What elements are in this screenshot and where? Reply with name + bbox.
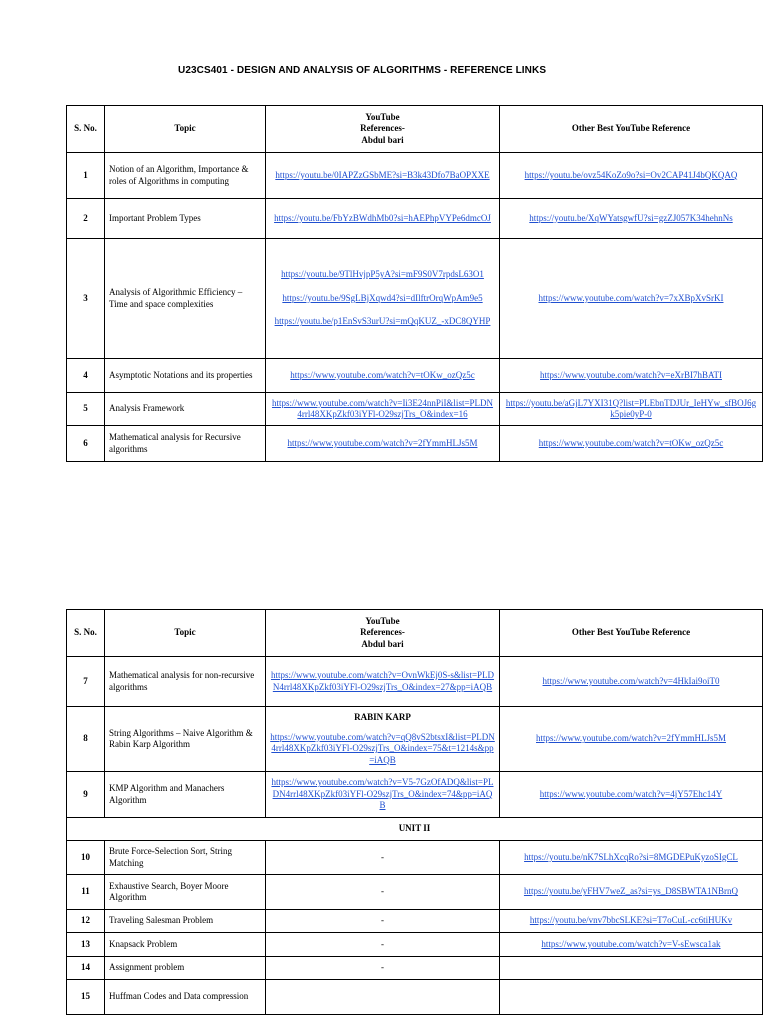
header-yt-line1: YouTube bbox=[365, 111, 400, 122]
row-topic: Important Problem Types bbox=[105, 199, 266, 239]
table-row bbox=[67, 957, 763, 980]
row-topic: Asymptotic Notations and its properties bbox=[105, 359, 266, 393]
other-link[interactable]: https://youtu.be/ovz54KoZo9o?si=Ov2CAP41J4bQKQAQ bbox=[524, 169, 738, 180]
row-other-cell bbox=[500, 657, 763, 707]
row-other-cell bbox=[500, 933, 763, 957]
row-yt-cell bbox=[266, 426, 500, 462]
youtube-link[interactable]: https://www.youtube.com/watch?v=OvnWkEj0S-s&list=PLDN4rrl48XKpZkf03iYFl-O29szjTrs_O&index=27&pp=iAQB bbox=[270, 670, 495, 692]
row-sno: 10 bbox=[67, 841, 105, 875]
row-sno: 5 bbox=[67, 393, 105, 426]
youtube-link[interactable]: https://youtu.be/9SgLBjXqwd4?si=dIlftrOrqWpAm9e5 bbox=[282, 292, 483, 303]
youtube-link[interactable]: https://www.youtube.com/watch?v=Ii3E24nnPiI&list=PLDN4rrl48XKpZkf03iYFl-O29szjTrs_O&index=16 bbox=[271, 397, 494, 419]
row-other-cell bbox=[500, 393, 763, 426]
row-sno: 14 bbox=[67, 957, 105, 980]
youtube-link[interactable]: https://www.youtube.com/watch?v=tOKw_ozQz5c bbox=[290, 369, 475, 380]
row-other-cell bbox=[500, 359, 763, 393]
row-yt-cell bbox=[266, 980, 500, 1015]
row-other-cell bbox=[500, 707, 763, 772]
youtube-link[interactable]: https://youtu.be/FbYzBWdhMb0?si=hAEPhpVYPe6dmcOJ bbox=[274, 212, 491, 223]
row-topic: Traveling Salesman Problem bbox=[105, 910, 266, 933]
header-sno: S. No. bbox=[67, 106, 105, 153]
row-yt-cell bbox=[266, 153, 500, 199]
table-header-row bbox=[67, 106, 763, 153]
row-other-cell bbox=[500, 910, 763, 933]
header-other-references: Other Best YouTube Reference bbox=[500, 106, 763, 153]
row-topic: KMP Algorithm and Manachers Algorithm bbox=[105, 772, 266, 818]
header-yt-line2: References- bbox=[360, 627, 405, 638]
reference-table-2 bbox=[66, 609, 763, 1015]
header-yt-line3: Abdul bari bbox=[361, 638, 404, 649]
youtube-link[interactable]: https://www.youtube.com/watch?v=2fYmmHLJs5M bbox=[287, 437, 478, 448]
table-row bbox=[67, 980, 763, 1015]
row-sno: 9 bbox=[67, 772, 105, 818]
row-yt-cell: - bbox=[266, 910, 500, 933]
header-yt-line2: References- bbox=[360, 123, 405, 134]
reference-table-1 bbox=[66, 105, 763, 462]
other-link[interactable]: https://www.youtube.com/watch?v=7xXBpXvSrKI bbox=[538, 292, 724, 303]
row-sno: 13 bbox=[67, 933, 105, 957]
other-link[interactable]: https://youtu.be/aGjL7YXI31Q?list=PLEbnTDJUr_IeHYw_sfBOJ6gk5pie0yP-0 bbox=[505, 397, 757, 419]
row-yt-cell bbox=[266, 199, 500, 239]
table-row bbox=[67, 910, 763, 933]
row-other-cell bbox=[500, 199, 763, 239]
row-sno: 2 bbox=[67, 199, 105, 239]
table-row bbox=[67, 426, 763, 462]
youtube-link[interactable]: https://youtu.be/0IAPZzGSbME?si=B3k43Dfo7BaOPXXE bbox=[275, 169, 490, 180]
table-row bbox=[67, 772, 763, 818]
row-sno: 4 bbox=[67, 359, 105, 393]
row-sno: 11 bbox=[67, 875, 105, 910]
header-youtube-references bbox=[266, 610, 500, 657]
youtube-link[interactable]: https://www.youtube.com/watch?v=qQ8vS2btsxI&list=PLDN4rrl48XKpZkf03iYFl-O29szjTrs_O&index=75&t=1214s&pp=iAQB bbox=[270, 731, 495, 765]
other-link[interactable]: https://youtu.be/nK7SLhXcqRo?si=8MGDEPuKyzoSIgCL bbox=[524, 851, 738, 862]
row-sno: 7 bbox=[67, 657, 105, 707]
header-topic: Topic bbox=[105, 106, 266, 153]
row-other-cell bbox=[500, 875, 763, 910]
table-row bbox=[67, 199, 763, 239]
row-sno: 12 bbox=[67, 910, 105, 933]
row-yt-cell bbox=[266, 393, 500, 426]
row-topic: Analysis Framework bbox=[105, 393, 266, 426]
row-topic: Knapsack Problem bbox=[105, 933, 266, 957]
row-sno: 1 bbox=[67, 153, 105, 199]
header-yt-line1: YouTube bbox=[365, 615, 400, 626]
header-other-references: Other Best YouTube Reference bbox=[500, 610, 763, 657]
other-link[interactable]: https://www.youtube.com/watch?v=tOKw_ozQz5c bbox=[538, 437, 724, 448]
row-topic: String Algorithms – Naive Algorithm & Rabin Karp Algorithm bbox=[105, 707, 266, 772]
table-row bbox=[67, 875, 763, 910]
rabin-karp-heading: RABIN KARP bbox=[354, 712, 411, 722]
row-sno: 8 bbox=[67, 707, 105, 772]
other-link[interactable]: https://youtu.be/yFHV7weZ_as?si=ys_D8SBWTA1NBrnQ bbox=[523, 886, 739, 897]
other-link[interactable]: https://www.youtube.com/watch?v=4jY57Ehc14Y bbox=[539, 788, 723, 799]
row-topic: Analysis of Algorithmic Efficiency – Time and space complexities bbox=[105, 239, 266, 359]
row-topic: Brute Force-Selection Sort, String Matching bbox=[105, 841, 266, 875]
header-yt-line3: Abdul bari bbox=[361, 134, 404, 145]
table-row bbox=[67, 393, 763, 426]
row-sno: 6 bbox=[67, 426, 105, 462]
other-link[interactable]: https://www.youtube.com/watch?v=2fYmmHLJs5M bbox=[536, 733, 726, 744]
other-link[interactable]: https://www.youtube.com/watch?v=4HkIai9oiT0 bbox=[542, 675, 720, 686]
row-other-cell bbox=[500, 772, 763, 818]
row-other-cell bbox=[500, 980, 763, 1015]
table-row bbox=[67, 841, 763, 875]
unit-row bbox=[67, 818, 763, 841]
youtube-link[interactable]: https://youtu.be/p1EnSvS3urU?si=mQqKUZ_-xDC8QYHP bbox=[274, 316, 491, 327]
document-title: U23CS401 - DESIGN AND ANALYSIS OF ALGORITHMS - REFERENCE LINKS bbox=[178, 65, 547, 76]
row-other-cell bbox=[500, 239, 763, 359]
table-row bbox=[67, 359, 763, 393]
row-topic: Notion of an Algorithm, Importance & roles of Algorithms in computing bbox=[105, 153, 266, 199]
row-topic: Mathematical analysis for non-recursive algorithms bbox=[105, 657, 266, 707]
table-row bbox=[67, 933, 763, 957]
other-link[interactable]: https://youtu.be/vnv7bbcSLKE?si=T7oCuL-cc6tiHUKv bbox=[529, 915, 733, 926]
row-yt-cell bbox=[266, 239, 500, 359]
table-header-row bbox=[67, 610, 763, 657]
row-other-cell bbox=[500, 153, 763, 199]
row-other-cell bbox=[500, 841, 763, 875]
row-yt-cell: - bbox=[266, 933, 500, 957]
row-yt-cell: - bbox=[266, 957, 500, 980]
row-yt-cell bbox=[266, 657, 500, 707]
unit-heading: UNIT II bbox=[67, 818, 763, 841]
row-yt-cell bbox=[266, 359, 500, 393]
row-sno: 15 bbox=[67, 980, 105, 1015]
header-topic: Topic bbox=[105, 610, 266, 657]
table-row bbox=[67, 153, 763, 199]
row-yt-cell bbox=[266, 707, 500, 772]
table-row bbox=[67, 239, 763, 359]
row-sno: 3 bbox=[67, 239, 105, 359]
row-yt-cell: - bbox=[266, 875, 500, 910]
row-topic: Assignment problem bbox=[105, 957, 266, 980]
row-topic: Exhaustive Search, Boyer Moore Algorithm bbox=[105, 875, 266, 910]
header-sno: S. No. bbox=[67, 610, 105, 657]
other-link[interactable]: https://youtu.be/XqWYatsgwfU?si=gzZJ057K34hehnNs bbox=[529, 212, 733, 223]
row-other-cell bbox=[500, 957, 763, 980]
row-topic: Mathematical analysis for Recursive algorithms bbox=[105, 426, 266, 462]
table-row bbox=[67, 657, 763, 707]
row-yt-cell bbox=[266, 772, 500, 818]
other-link[interactable]: https://www.youtube.com/watch?v=eXrBI7hBATI bbox=[540, 369, 722, 380]
table-row bbox=[67, 707, 763, 772]
row-other-cell bbox=[500, 426, 763, 462]
row-yt-cell: - bbox=[266, 841, 500, 875]
row-topic: Huffman Codes and Data compression bbox=[105, 980, 266, 1015]
youtube-link[interactable]: https://youtu.be/9TlHvjpP5yA?si=mF9S0V7rpdsL63O1 bbox=[281, 269, 484, 280]
other-link[interactable]: https://www.youtube.com/watch?v=V-sEwsca1ak bbox=[541, 938, 721, 949]
youtube-link[interactable]: https://www.youtube.com/watch?v=V5-7GzOfADQ&list=PLDN4rrl48XKpZkf03iYFl-O29szjTrs_O&index=74&pp=iAQB bbox=[271, 777, 494, 811]
header-youtube-references bbox=[266, 106, 500, 153]
